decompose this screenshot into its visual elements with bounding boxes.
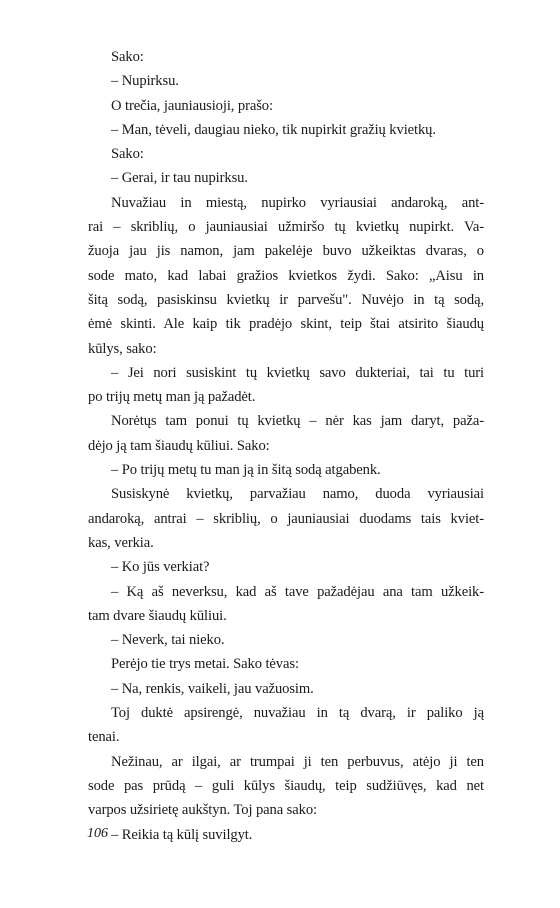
text-line: – Nupirksu. xyxy=(111,73,179,90)
text-line: varpos užsirietę aukštyn. Toj pana sako: xyxy=(88,802,317,819)
text-line: – Po trijų metų tu man ją in šitą sodą atgabenk. xyxy=(111,462,381,479)
text-line: kas, verkia. xyxy=(88,534,154,551)
text-line: Susiskynė kvietkų, parvažiau namo, duoda vyriausiai xyxy=(111,486,484,503)
text-line: ėmė skinti. Ale kaip tik pradėjo skint, teip štai atsirito šiaudų xyxy=(88,316,484,333)
text-line: Nuvažiau in miestą, nupirko vyriausiai andaroką, ant- xyxy=(111,194,484,211)
text-line: – Reikia tą kūlį suvilgyt. xyxy=(111,826,253,843)
text-line: žuoja jau jis namon, jam pakelėje buvo užkeiktas dvaras, o xyxy=(88,243,484,260)
text-line: sode mato, kad labai gražios kvietkos žydi. Sako: „Aisu in xyxy=(88,267,484,284)
text-line: tenai. xyxy=(88,729,120,746)
text-line: rai – skriblių, o jauniausiai užmiršo tų kvietkų nupirkt. Va- xyxy=(88,219,484,236)
text-line: – Gerai, ir tau nupirksu. xyxy=(111,170,248,187)
text-line: sode pas prūdą – guli kūlys šiaudų, teip sudžiūvęs, kad net xyxy=(88,777,484,794)
text-line: – Man, tėveli, daugiau nieko, tik nupirkit gražių kvietkų. xyxy=(111,121,436,138)
text-line: – Neverk, tai nieko. xyxy=(111,632,225,649)
text-line: šitą sodą, pasiskinsu kvietkų ir parvešu". Nuvėjo in tą sodą, xyxy=(88,291,484,308)
text-line: Nežinau, ar ilgai, ar trumpai ji ten perbuvus, atėjo ji ten xyxy=(111,753,484,770)
text-line: O trečia, jauniausioji, prašo: xyxy=(111,97,273,114)
text-line: andaroką, antrai – skriblių, o jauniausiai duodams tais kviet- xyxy=(88,510,484,527)
page-number: 106 xyxy=(87,826,108,841)
text-line: – Ko jūs verkiat? xyxy=(111,559,210,576)
text-line: Sako: xyxy=(111,146,144,163)
text-line: kūlys, sako: xyxy=(88,340,157,357)
text-line: Sako: xyxy=(111,49,144,65)
text-line: Toj duktė apsirengė, nuvažiau in tą dvarą, ir paliko ją xyxy=(111,705,484,722)
text-line: Norėtųs tam ponui tų kvietkų – nėr kas jam daryt, paža- xyxy=(111,413,484,430)
text-line: tam dvare šiaudų kūliui. xyxy=(88,607,227,624)
text-line: po trijų metų man ją pažadėt. xyxy=(88,389,256,406)
text-line: Perėjo tie trys metai. Sako tėvas: xyxy=(111,656,299,673)
text-line: – Na, renkis, vaikeli, jau važuosim. xyxy=(111,680,314,697)
text-line: – Ką aš neverksu, kad aš tave pažadėjau ana tam užkeik- xyxy=(111,583,484,600)
text-line: – Jei nori susiskint tų kvietkų savo dukteriai, tai tu turi xyxy=(111,364,484,381)
text-line: dėjo ją tam šiaudų kūliui. Sako: xyxy=(88,437,270,454)
body-text xyxy=(88,45,484,847)
